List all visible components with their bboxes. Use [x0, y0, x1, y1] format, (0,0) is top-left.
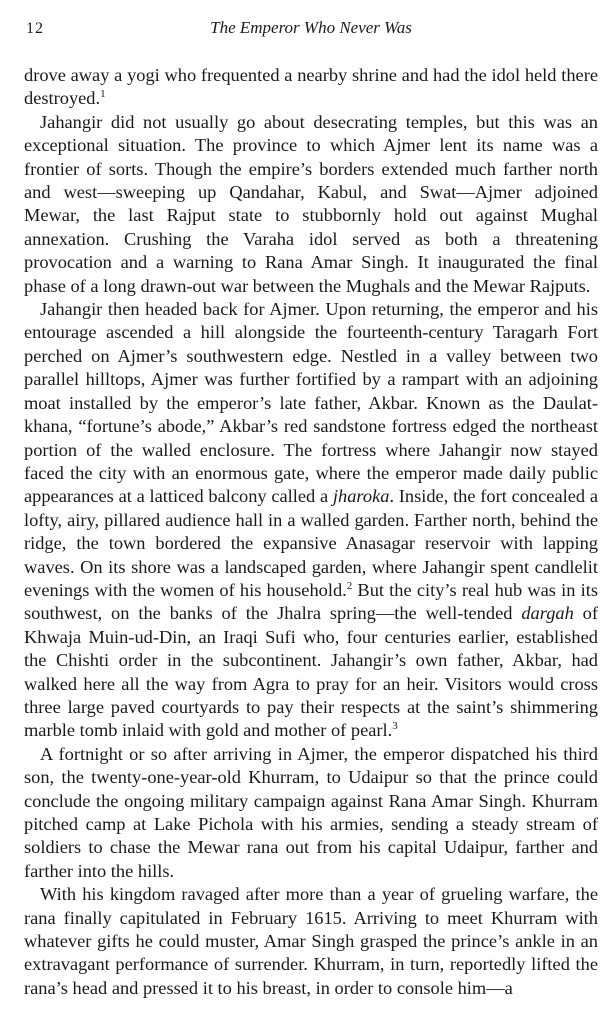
italic-term: dargah	[521, 603, 574, 624]
text-run: . Inside, the fort concealed a lofty, airy, pillared audience hall in a walled garden. Farther north, behind the ridge, the town bordered the expansive Anasagar reservoir with lapping waves. On its shore was a landscaped garden, where Jahangir spent candlelit evenings with the women of his household.	[24, 486, 598, 600]
footnote-reference: 2	[346, 579, 353, 592]
paragraph	[24, 298, 598, 743]
paragraph	[24, 64, 598, 111]
book-page	[24, 14, 598, 1000]
text-run: But the city’s real hub was in its southwest, on the banks of the Jhalra spring—the well-tended	[24, 579, 598, 624]
footnote-reference: 1	[100, 88, 106, 101]
italic-term: jharoka	[332, 486, 390, 507]
text-run: of Khwaja Muin-ud-Din, an Iraqi Sufi who, four centuries earlier, established the Chishti order in the subcontinent. Jahangir’s own father, Akbar, had walked here all the way from Agra to pray for an heir. Visitors would cross three large paved courtyards to pay their respects at the saint’s shimmering marble tomb inlaid with gold and mother of pearl.	[24, 603, 598, 741]
paragraph	[24, 111, 598, 298]
text-run: drove away a yogi who frequented a nearby shrine and had the idol held there destroyed.	[24, 65, 598, 109]
text-run: Jahangir then headed back for Ajmer. Upon returning, the emperor and his entourage ascended a hill alongside the fourteenth-century Taragarh Fort perched on Ajmer’s southwestern edge. Nestled in a valley between two parallel hilltops, Ajmer was further fortified by a rampart with an adjoining moat installed by the emperor’s late father, Akbar. Known as the Daulat-khana, “fortune’s abode,” Akbar’s red sandstone fortress edged the northeast portion of the walled enclosure. The fortress where Jahangir now stayed faced the city with an enormous gate, where the emperor made daily public appearances at a latticed balcony called a	[24, 299, 598, 507]
paragraph	[24, 743, 598, 883]
body-text	[24, 64, 598, 1000]
text-run: Jahangir did not usually go about desecrating temples, but this was an exceptional situation. The province to which Ajmer lent its name was a frontier of sorts. Though the empire’s borders extended much farther north and west—sweeping up Qandahar, Kabul, and Swat—Ajmer adjoined Mewar, the last Rajput state to stubbornly hold out against Mughal annexation. Crushing the Varaha idol served as both a threatening provocation and a warning to Rana Amar Singh. It inaugurated the final phase of a long drawn-out war between the Mughals and the Mewar Rajputs.	[24, 111, 598, 296]
page-header	[24, 14, 598, 44]
paragraph	[24, 883, 598, 1000]
footnote-reference: 3	[392, 720, 398, 733]
text-run: With his kingdom ravaged after more than a year of grueling warfare, the rana finally capitulated in February 1615. Arriving to meet Khurram with whatever gifts he could muster, Amar Singh grasped the prince’s ankle in an extravagant performance of surrender. Khurram, in turn, reportedly lifted the rana’s head and pressed it to his breast, in order to console him—a	[24, 884, 598, 998]
running-title: The Emperor Who Never Was	[210, 18, 412, 37]
text-run: A fortnight or so after arriving in Ajmer, the emperor dispatched his third son, the twenty-one-year-old Khurram, to Udaipur so that the prince could conclude the ongoing military campaign against Rana Amar Singh. Khurram pitched camp at Lake Pichola with his armies, sending a steady stream of soldiers to chase the Mewar rana out from his capital Udaipur, farther and farther into the hills.	[24, 743, 598, 881]
page-number: 12	[26, 20, 44, 37]
